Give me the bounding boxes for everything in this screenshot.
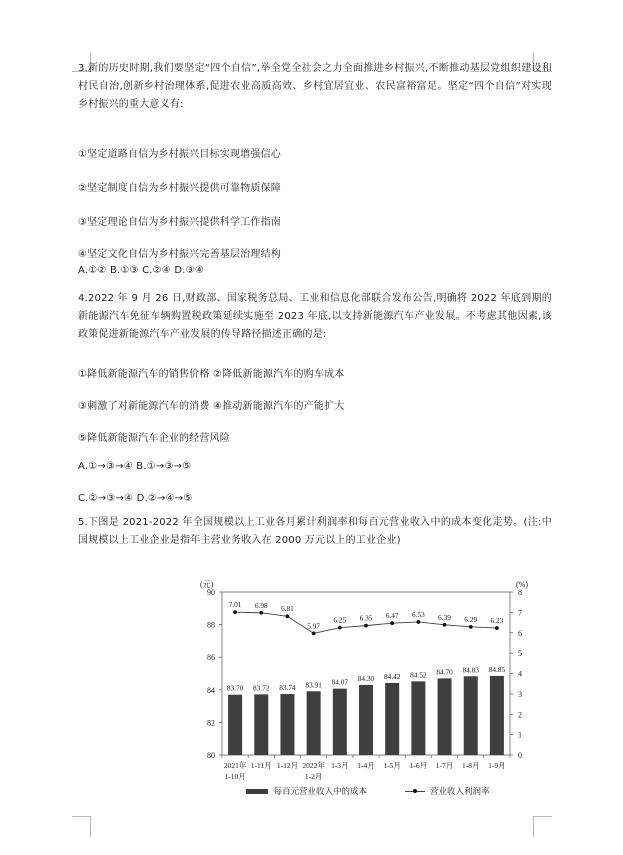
q3-options: A.①② B.①③ C.②④ D.③④ <box>78 265 204 276</box>
right-tick-label: 8 <box>518 588 522 597</box>
x-category-label: 1-5月 <box>383 761 401 770</box>
bar-value-label: 83.70 <box>226 683 244 693</box>
q4-options-ab: A.①→③→④ B.①→③→⑤ <box>78 461 192 472</box>
right-tick-label: 0 <box>518 751 522 760</box>
left-tick-label: 88 <box>207 620 215 630</box>
line-value-label: 7.01 <box>228 600 242 610</box>
cost-bar <box>228 695 242 755</box>
cost-bar <box>464 676 478 755</box>
left-tick-label: 86 <box>207 653 215 663</box>
cost-bar <box>254 694 268 755</box>
line-marker <box>443 623 447 627</box>
line-marker <box>390 621 394 625</box>
cost-profit-chart <box>198 578 538 813</box>
line-value-label: 6.35 <box>359 613 373 623</box>
text-boundary-mark-bottom-right <box>533 816 552 837</box>
right-axis-unit: (%) <box>516 580 528 589</box>
line-value-label: 6.47 <box>385 611 399 621</box>
x-category-label: 1-12月 <box>276 761 299 770</box>
x-category-label: 1-4月 <box>357 761 375 770</box>
x-category-label: 1-3月 <box>331 761 349 770</box>
line-marker-dot <box>413 789 417 793</box>
line-marker <box>469 625 473 629</box>
bar-value-label: 84.83 <box>462 665 479 675</box>
line-value-label: 6.53 <box>411 609 425 619</box>
line-marker <box>495 626 499 630</box>
x-category-label: 1-6月 <box>409 761 428 770</box>
line-marker <box>338 626 342 630</box>
right-tick-label: 6 <box>518 628 522 638</box>
legend-label-cost: 每百元营业收入中的成本 <box>273 786 367 796</box>
line-value-label: 6.23 <box>490 616 504 626</box>
x-category-label: 1-9月 <box>488 761 506 770</box>
line-marker <box>364 624 368 628</box>
x-category-label: 2021年 <box>223 761 247 770</box>
q3-item-3: ③坚定理论自信为乡村振兴提供科学工作指南 <box>78 217 281 228</box>
line-marker <box>312 631 316 635</box>
cost-bar <box>359 685 373 755</box>
line-value-label: 6.39 <box>438 612 451 622</box>
bar-value-label: 84.85 <box>488 664 506 674</box>
left-tick-label: 80 <box>207 751 215 760</box>
line-marker <box>233 610 237 614</box>
right-tick-label: 5 <box>518 649 522 659</box>
left-tick-label: 90 <box>207 588 215 597</box>
question-4-text: 4.2022 年 9 月 26 日,财政部、国家税务总局、工业和信息化部联合发布公告,明确将 2022 年底到期的新能源汽车免征车辆购置税政策延续实施至 2023 年底,以支持新能源汽车产业发展。不考虑其他因素,该政策促进新能源汽车产业发展的传导路径描述正确的是: <box>78 293 552 340</box>
cost-bar <box>438 678 452 755</box>
cost-bar <box>385 683 399 755</box>
right-tick-label: 4 <box>518 669 522 679</box>
x-category-label: 1-7月 <box>435 761 454 770</box>
line-value-label: 6.25 <box>333 615 347 625</box>
legend-item-cost <box>246 785 367 797</box>
legend-label-profit-rate: 营业收入利润率 <box>430 786 490 796</box>
x-category-label-line2: 1-10月 <box>224 772 246 781</box>
bar-value-label: 83.91 <box>305 680 322 690</box>
cost-bar <box>490 676 504 755</box>
right-tick-label: 7 <box>518 608 522 618</box>
left-tick-label: 84 <box>207 685 215 695</box>
line-value-label: 5.97 <box>307 621 321 631</box>
line-marker <box>259 611 263 615</box>
right-tick-label: 2 <box>518 710 522 720</box>
line-value-label: 6.98 <box>254 600 268 610</box>
x-category-label: 1-8月 <box>461 761 480 770</box>
cost-bar <box>280 694 294 755</box>
text-boundary-mark-bottom-left <box>72 816 91 837</box>
cost-bar <box>411 681 425 755</box>
bar-value-label: 83.72 <box>253 683 270 693</box>
question-5-text: 5.下图是 2021-2022 年全国规模以上工业各月累计利润率和每百元营业收入中的成本变化走势。(注:中国规模以上工业企业是指年主营业务收入在 2000 万元以上的工业企业) <box>78 517 552 546</box>
x-category-label-line2: 1-2月 <box>304 772 323 781</box>
line-value-label: 6.81 <box>281 604 294 614</box>
q4-item-line-2: ③刺激了对新能源汽车的消费 ④推动新能源汽车的产能扩大 <box>78 401 345 412</box>
left-axis-unit: (元) <box>200 580 214 589</box>
line-marker <box>286 614 290 618</box>
bar-value-label: 83.74 <box>279 683 296 693</box>
q3-item-4: ④坚定文化自信为乡村振兴完善基层治理结构 <box>78 249 281 260</box>
right-tick-label: 3 <box>518 689 522 699</box>
q3-item-2: ②坚定制度自信为乡村振兴提供可靠物质保障 <box>78 183 281 194</box>
q4-item-line-1: ①降低新能源汽车的销售价格 ②降低新能源汽车的购车成本 <box>78 369 345 380</box>
question-3-text: 3.新的历史时期,我们要坚定“四个自信”,举全党全社会之力全面推进乡村振兴,不断推动基层党组织建设和村民自治,创新乡村治理体系,促进农业高质高效、乡村宜居宜业、农民富裕富足。坚定“四个自信”对实现乡村振兴的重大意义有: <box>78 63 552 110</box>
q4-item-line-3: ⑤降低新能源汽车企业的经营风险 <box>78 433 230 444</box>
right-tick-label: 1 <box>518 730 522 740</box>
line-marker <box>416 620 420 624</box>
bar-series-swatch <box>246 789 268 794</box>
bar-value-label: 84.42 <box>383 671 401 681</box>
x-category-label: 1-11月 <box>250 761 272 770</box>
chart-legend <box>198 785 538 797</box>
cost-bar <box>307 691 321 755</box>
cost-bar <box>333 689 347 755</box>
x-category-label: 2022年 <box>302 761 325 770</box>
bar-value-label: 84.07 <box>331 677 349 687</box>
left-tick-label: 82 <box>207 718 215 728</box>
line-value-label: 6.29 <box>464 614 478 624</box>
chart-svg <box>198 578 538 783</box>
line-series-swatch <box>405 791 425 792</box>
legend-item-profit-rate <box>405 785 490 797</box>
q4-options-cd: C.②→③→④ D.②→④→⑤ <box>78 493 193 504</box>
bar-value-label: 84.52 <box>410 670 427 680</box>
bar-value-label: 84.30 <box>357 673 375 683</box>
q3-item-1: ①坚定道路自信为乡村振兴目标实现增强信心 <box>78 149 281 160</box>
bar-value-label: 84.70 <box>436 667 453 677</box>
